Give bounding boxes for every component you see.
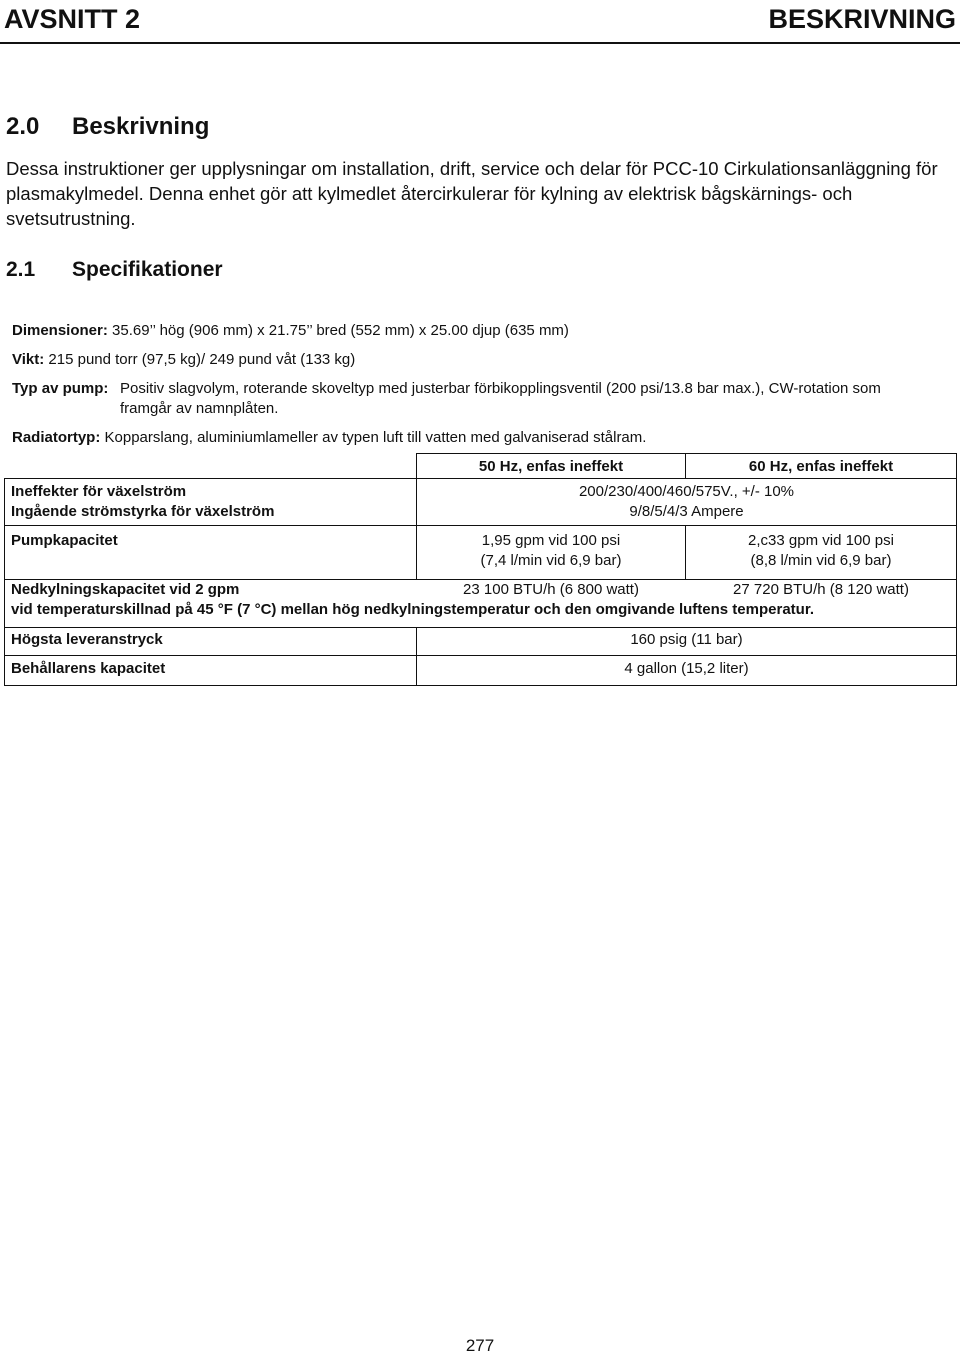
ac-current-value: 9/8/5/4/3 Ampere bbox=[629, 503, 744, 520]
pump-capacity-50-line1: 1,95 gpm vid 100 psi bbox=[481, 532, 621, 549]
max-pressure-label: Högsta leveranstryck bbox=[11, 631, 163, 648]
pump-capacity-60-line1: 2,c33 gpm vid 100 psi bbox=[748, 532, 894, 549]
ac-input-label: Ineffekter för växelström bbox=[11, 483, 187, 500]
subsection-title: Specifikationer bbox=[72, 258, 223, 281]
header-divider bbox=[0, 42, 960, 44]
subsection-number: 2.1 bbox=[6, 258, 36, 281]
cooling-capacity-note: vid temperaturskillnad på 45 °F (7 °C) mellan hög nedkylningstemperatur och den omgivande luftens temperatur. bbox=[11, 601, 814, 618]
header-title: BESKRIVNING bbox=[768, 4, 956, 34]
spec-weight bbox=[12, 350, 355, 370]
header-section-label: AVSNITT 2 bbox=[4, 4, 141, 34]
subsection-heading bbox=[6, 258, 223, 282]
cooling-capacity-label: Nedkylningskapacitet vid 2 gpm bbox=[11, 581, 240, 598]
ac-current-label: Ingående strömstyrka för växelström bbox=[11, 503, 275, 520]
section-number: 2.0 bbox=[6, 113, 40, 140]
spec-dimensions-value: 35.69’’ hög (906 mm) x 21.75’’ bred (552 mm) x 25.00 djup (635 mm) bbox=[112, 322, 569, 339]
column-header-50hz: 50 Hz, enfas ineffekt bbox=[478, 458, 624, 475]
spec-pump-label-wrap bbox=[12, 379, 108, 399]
section-title: Beskrivning bbox=[72, 113, 210, 140]
spec-radiator-value: Kopparslang, aluminiumlameller av typen luft till vatten med galvaniserad stålram. bbox=[104, 429, 647, 446]
spec-radiator bbox=[12, 428, 646, 448]
spec-pump-value-1: Positiv slagvolym, roterande skoveltyp med justerbar förbikopplingsventil (200 psi/13.8 bar max.), CW-rotation som bbox=[120, 380, 881, 397]
section-heading bbox=[6, 113, 209, 141]
spec-pump-value-2: framgår av namnplåten. bbox=[120, 400, 279, 417]
spec-dimensions bbox=[12, 321, 569, 341]
intro-paragraph: Dessa instruktioner ger upplysningar om installation, drift, service och delar för PCC-10 Cirkulationsanläggning för plasmakylmedel. Denna enhet gör att kylmedlet återcirkulerar för kylning av elektrisk bågskärnings- och svetsutrustning. bbox=[6, 158, 938, 229]
tank-capacity-label: Behållarens kapacitet bbox=[11, 660, 166, 677]
page-number: 277 bbox=[465, 1336, 495, 1355]
tank-capacity-value: 4 gallon (15,2 liter) bbox=[624, 660, 749, 677]
spec-weight-value: 215 pund torr (97,5 kg)/ 249 pund våt (133 kg) bbox=[48, 351, 356, 368]
spec-pump-label: Typ av pump: bbox=[12, 380, 109, 397]
pump-capacity-50-line2: (7,4 l/min vid 6,9 bar) bbox=[480, 552, 622, 569]
spec-radiator-label: Radiatortyp: bbox=[12, 429, 101, 446]
cooling-capacity-50: 23 100 BTU/h (6 800 watt) bbox=[463, 581, 639, 598]
max-pressure-value: 160 psig (11 bar) bbox=[630, 631, 743, 648]
pump-capacity-label: Pumpkapacitet bbox=[11, 532, 118, 549]
cooling-capacity-60: 27 720 BTU/h (8 120 watt) bbox=[733, 581, 909, 598]
spec-dimensions-label: Dimensioner: bbox=[12, 322, 108, 339]
pump-capacity-60-line2: (8,8 l/min vid 6,9 bar) bbox=[750, 552, 892, 569]
column-header-60hz: 60 Hz, enfas ineffekt bbox=[748, 458, 894, 475]
ac-input-value: 200/230/400/460/575V., +/- 10% bbox=[578, 483, 795, 500]
spec-weight-label: Vikt: bbox=[12, 351, 45, 368]
